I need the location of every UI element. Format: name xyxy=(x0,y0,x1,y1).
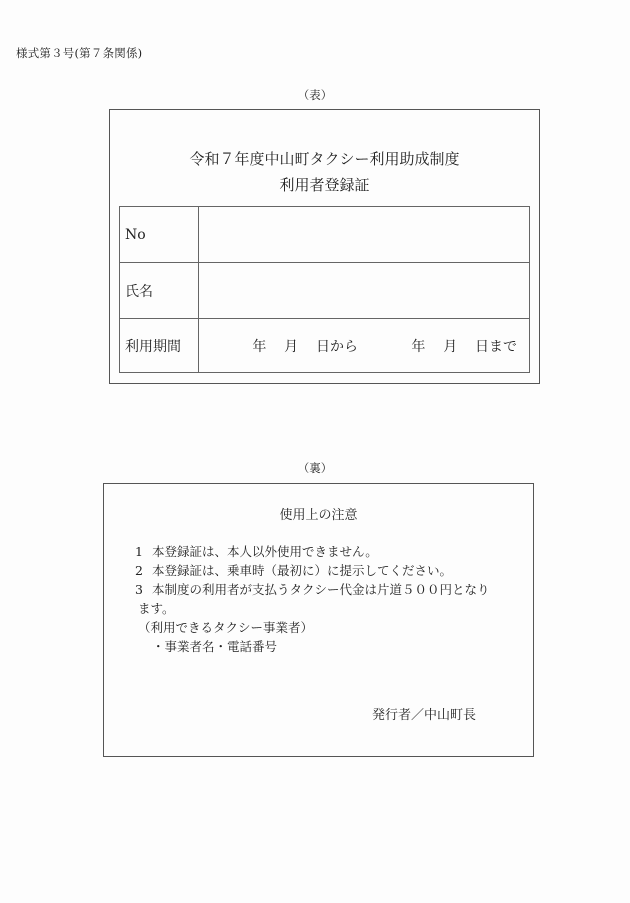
note-continuation: ます。 xyxy=(138,601,175,616)
no-label: No xyxy=(120,207,199,263)
no-field[interactable] xyxy=(199,207,530,263)
issuer: 発行者／中山町長 xyxy=(372,708,477,723)
notes-list xyxy=(126,542,521,656)
front-side-label: （表） xyxy=(297,88,333,102)
card-title-line2: 利用者登録証 xyxy=(279,176,370,194)
note-item: 3 本制度の利用者が支払うタクシー代金は片道５００円となり xyxy=(135,582,490,597)
period-year-from: 年 xyxy=(252,338,267,355)
period-year-to: 年 xyxy=(411,338,426,355)
table-row-name xyxy=(120,263,530,319)
note-item: 1 本登録証は、本人以外使用できません。 xyxy=(135,544,378,559)
table-row-no xyxy=(120,207,530,263)
period-day-from: 日から xyxy=(315,338,358,355)
form-number-label: 様式第３号(第７条関係) xyxy=(16,46,143,60)
period-month-to: 月 xyxy=(443,338,458,355)
registration-card-front xyxy=(109,109,540,384)
back-side-label: （裏） xyxy=(297,461,333,475)
card-title-line1: 令和７年度中山町タクシー利用助成制度 xyxy=(189,150,460,168)
period-field[interactable] xyxy=(199,319,530,373)
operators-item: ・事業者名・電話番号 xyxy=(152,639,278,654)
table-row-period xyxy=(120,319,530,373)
name-label: 氏名 xyxy=(120,263,199,319)
operators-heading: （利用できるタクシー事業者） xyxy=(138,620,314,635)
period-label: 利用期間 xyxy=(120,319,199,373)
registration-table xyxy=(119,206,530,373)
notes-title: 使用上の注意 xyxy=(279,508,358,523)
period-month-from: 月 xyxy=(284,338,299,355)
note-item: 2 本登録証は、乗車時（最初に）に提示してください。 xyxy=(135,563,453,578)
registration-card-back xyxy=(103,483,534,757)
name-field[interactable] xyxy=(199,263,530,319)
period-day-to: 日まで xyxy=(475,338,517,355)
